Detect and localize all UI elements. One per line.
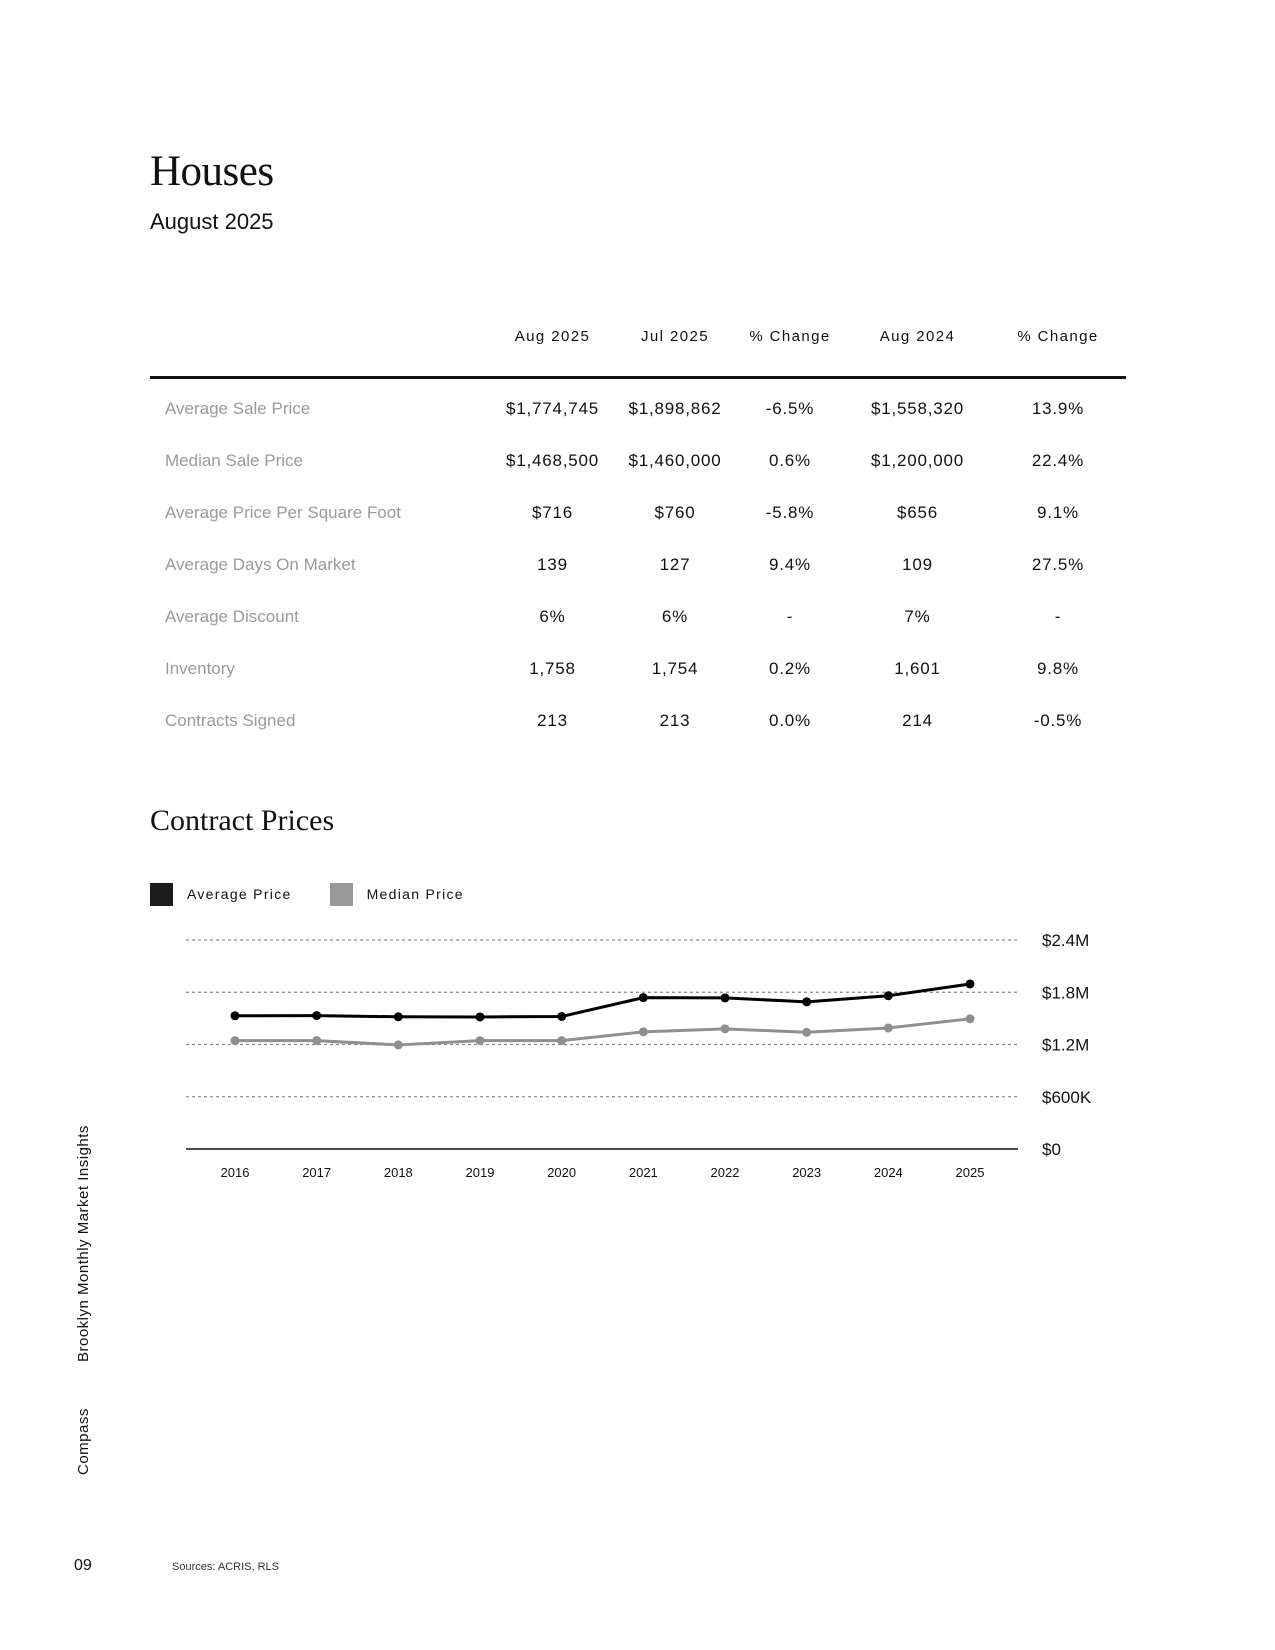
table-cell: -6.5%	[765, 399, 815, 418]
table-cell: 27.5%	[1031, 555, 1085, 574]
sources-note: Sources: ACRIS, RLS	[172, 1561, 279, 1573]
page-number: 09	[74, 1557, 92, 1574]
legend-label: Median Price	[366, 886, 464, 902]
table-cell: 9.8%	[1037, 659, 1079, 678]
data-point-average-price	[394, 1012, 403, 1021]
y-tick-label: $0	[1042, 1140, 1061, 1159]
chart-section-title: Contract Prices	[150, 804, 335, 837]
x-tick-label: 2023	[792, 1165, 822, 1180]
data-point-median-price	[639, 1027, 648, 1036]
table-header-cell: % Change	[990, 316, 1126, 378]
report-side-label: Brooklyn Monthly Market Insights	[75, 1125, 92, 1362]
data-point-average-price	[884, 991, 893, 1000]
data-point-median-price	[802, 1028, 811, 1037]
table-cell: 13.9%	[1031, 399, 1085, 418]
data-point-median-price	[231, 1036, 240, 1045]
table-cell: 109	[902, 555, 933, 574]
table-cell: 1,754	[651, 659, 699, 678]
data-point-median-price	[966, 1014, 975, 1023]
x-tick-label: 2022	[710, 1165, 740, 1180]
row-label: Median Sale Price	[165, 451, 303, 470]
x-tick-label: 2018	[383, 1165, 413, 1180]
y-tick-label: $600K	[1042, 1087, 1092, 1107]
data-point-average-price	[476, 1012, 485, 1021]
data-point-median-price	[394, 1040, 403, 1049]
data-point-median-price	[721, 1024, 730, 1033]
data-point-average-price	[721, 993, 730, 1002]
y-tick-label: $1.8M	[1042, 983, 1090, 1003]
series-line-median-price	[235, 1019, 970, 1045]
table-cell: -5.8%	[765, 503, 815, 522]
legend-label: Average Price	[187, 886, 292, 902]
table-cell: 6%	[661, 607, 689, 626]
data-point-median-price	[476, 1036, 485, 1045]
table-cell: $1,200,000	[870, 451, 965, 470]
table-cell: 0.6%	[769, 451, 811, 470]
table-cell: $1,774,745	[505, 399, 600, 418]
x-tick-label: 2016	[220, 1165, 250, 1180]
data-point-median-price	[312, 1036, 321, 1045]
y-tick-label: $1.2M	[1042, 1035, 1090, 1055]
table-header-cell: Jul 2025	[615, 316, 735, 378]
data-point-median-price	[884, 1023, 893, 1032]
table-cell: $716	[531, 503, 574, 522]
data-point-average-price	[966, 979, 975, 988]
row-label: Inventory	[165, 659, 235, 678]
table-header-cell: Aug 2025	[490, 316, 615, 378]
data-point-average-price	[557, 1012, 566, 1021]
row-label: Average Days On Market	[165, 555, 356, 574]
table-cell: $656	[896, 503, 939, 522]
table-cell: -	[1054, 607, 1062, 626]
brand-side-label: Compass	[75, 1408, 92, 1475]
table-cell: 7%	[904, 607, 931, 626]
data-point-average-price	[802, 997, 811, 1006]
x-tick-label: 2017	[302, 1165, 332, 1180]
table-cell: $1,468,500	[505, 451, 600, 470]
table-cell: $1,558,320	[870, 399, 965, 418]
table-cell: 0.2%	[769, 659, 811, 678]
table-cell: 0.0%	[769, 711, 811, 730]
table-cell: 9.1%	[1037, 503, 1079, 522]
page-title: Houses	[150, 148, 274, 195]
data-point-average-price	[639, 993, 648, 1002]
table-cell: -	[786, 607, 794, 626]
table-cell: $1,460,000	[628, 451, 722, 470]
data-point-average-price	[231, 1011, 240, 1020]
row-label: Average Discount	[165, 607, 299, 626]
table-cell: 127	[659, 555, 691, 574]
table-cell: -0.5%	[1033, 711, 1083, 730]
x-tick-label: 2025	[955, 1165, 985, 1180]
page-subtitle: August 2025	[150, 209, 274, 234]
x-tick-label: 2020	[547, 1165, 577, 1180]
row-label: Contracts Signed	[165, 711, 296, 730]
table-cell: 214	[902, 711, 933, 730]
table-header-cell: % Change	[735, 316, 845, 378]
x-tick-label: 2019	[465, 1165, 495, 1180]
table-cell: 213	[537, 711, 568, 730]
row-label: Average Sale Price	[165, 399, 311, 418]
row-label: Average Price Per Square Foot	[165, 503, 401, 522]
data-point-average-price	[312, 1011, 321, 1020]
y-tick-label: $2.4M	[1042, 931, 1090, 950]
table-cell: 9.4%	[769, 555, 811, 574]
table-cell: $760	[654, 503, 696, 522]
table-cell: 22.4%	[1031, 451, 1085, 470]
table-cell: 213	[659, 711, 691, 730]
series-line-average-price	[235, 984, 970, 1017]
table-cell: $1,898,862	[628, 399, 722, 418]
table-header-cell: Aug 2024	[845, 316, 990, 378]
table-cell: 6%	[539, 607, 566, 626]
x-tick-label: 2024	[873, 1165, 903, 1180]
table-cell: 139	[537, 555, 568, 574]
table-cell: 1,601	[894, 659, 941, 678]
table-cell: 1,758	[529, 659, 576, 678]
data-point-median-price	[557, 1036, 566, 1045]
x-tick-label: 2021	[628, 1165, 658, 1180]
